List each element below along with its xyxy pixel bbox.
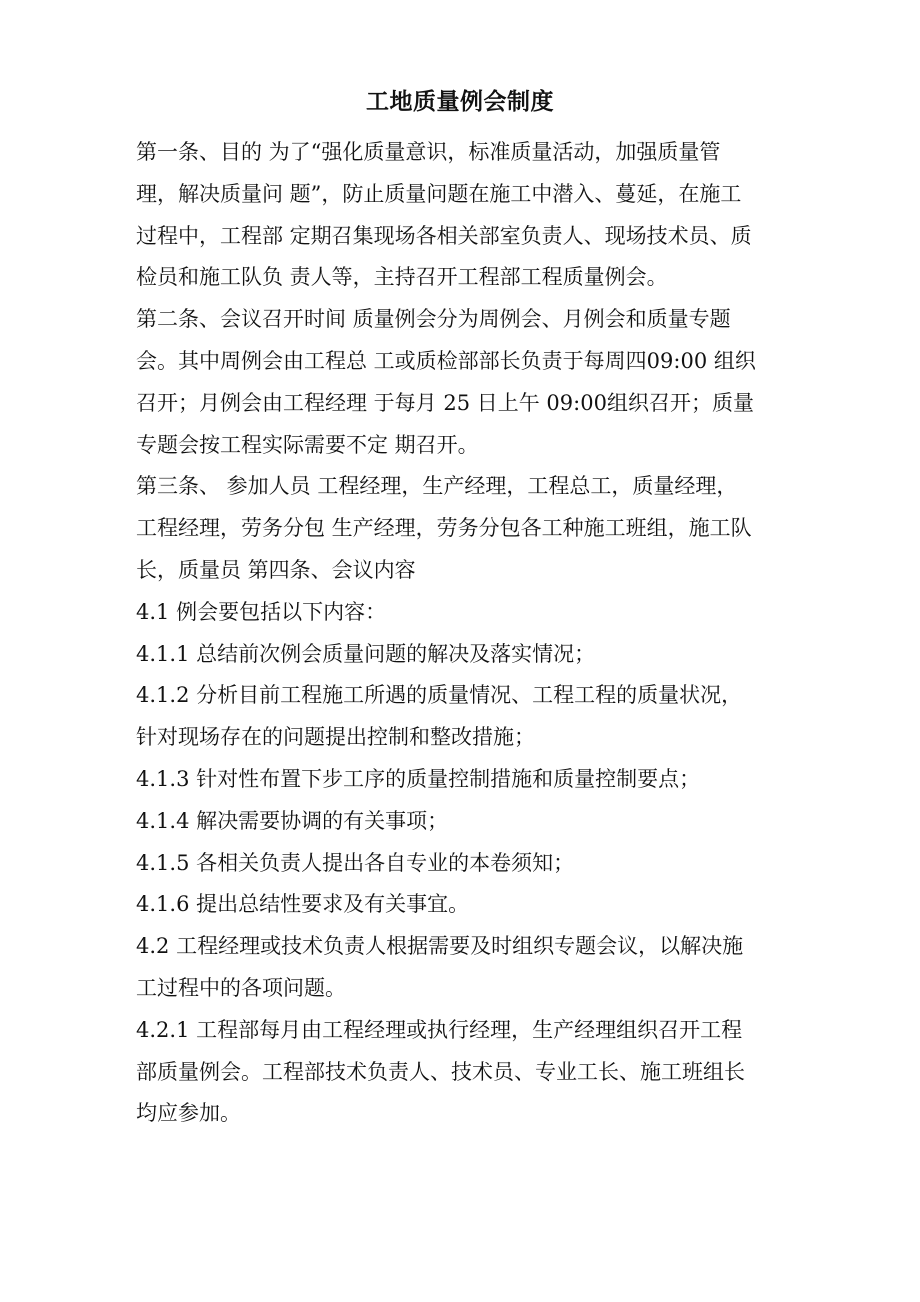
text-line: 过程中，工程部 定期召集现场各相关部室负责人、现场技术员、质 <box>136 223 752 248</box>
item-4-1-4-paragraph <box>136 801 776 843</box>
text-line: 会。其中周例会由工程总 工或质检部部长负责于每周四09:00 组织 <box>136 348 756 373</box>
text-line: 4.1.6 提出总结性要求及有关事宜。 <box>136 892 470 917</box>
text-line: 4.1 例会要包括以下内容： <box>136 599 387 624</box>
text-line: 4.2.1 工程部每月由工程经理或执行经理，生产经理组织召开工程 <box>136 1017 743 1042</box>
text-line: 第二条、会议召开时间 质量例会分为周例会、月例会和质量专题 <box>136 307 731 332</box>
text-line: 工程经理，劳务分包 生产经理，劳务分包各工种施工班组，施工队 <box>136 516 752 541</box>
text-line: 4.1.2 分析目前工程施工所遇的质量情况、工程工程的质量状况， <box>136 683 743 708</box>
text-line: 长，质量员 第四条、会议内容 <box>136 557 416 582</box>
text-line: 均应参加。 <box>136 1101 241 1126</box>
text-line: 召开；月例会由工程经理 于每月 25 日上午 09:00组织召开；质量 <box>136 390 754 415</box>
text-line: 4.1.4 解决需要协调的有关事项； <box>136 808 449 833</box>
text-line: 部质量例会。工程部技术负责人、技术员、专业工长、施工班组长 <box>136 1059 745 1084</box>
item-4-2-1-paragraph <box>136 1010 776 1135</box>
text-line: 检员和施工队负 责人等，主持召开工程部工程质量例会。 <box>136 265 668 290</box>
item-4-1-5-paragraph <box>136 843 776 885</box>
text-line: 4.2 工程经理或技术负责人根据需要及时组织专题会议，以解决施 <box>136 934 744 959</box>
article-2-paragraph <box>136 299 776 466</box>
text-line: 专题会按工程实际需要不定 期召开。 <box>136 432 479 457</box>
item-4-1-6-paragraph <box>136 884 776 926</box>
text-line: 4.1.3 针对性布置下步工序的质量控制措施和质量控制要点； <box>136 766 701 791</box>
item-4-1-1-paragraph <box>136 634 776 676</box>
text-line: 工过程中的各项问题。 <box>136 975 346 1000</box>
document-title: 工地质量例会制度 <box>366 88 554 115</box>
item-4-1-paragraph <box>136 592 776 634</box>
text-line: 第一条、目的 为了“强化质量意识，标准质量活动，加强质量管 <box>136 140 721 164</box>
item-4-1-2-paragraph <box>136 675 776 759</box>
article-3-paragraph <box>136 466 776 591</box>
text-line: 4.1.5 各相关负责人提出各自专业的本卷须知； <box>136 850 575 875</box>
text-line: 4.1.1 总结前次例会质量问题的解决及落实情况； <box>136 641 596 666</box>
text-line: 针对现场存在的问题提出控制和整改措施； <box>136 725 535 750</box>
text-line: 第三条、 参加人员 工程经理，生产经理，工程总工，质量经理， <box>136 474 738 499</box>
item-4-2-paragraph <box>136 926 776 1010</box>
item-4-1-3-paragraph <box>136 759 776 801</box>
article-1-paragraph <box>136 132 776 299</box>
text-line: 理，解决质量问 题”，防止质量问题在施工中潜入、蔓延，在施工 <box>136 181 742 206</box>
document-body <box>136 132 776 1135</box>
